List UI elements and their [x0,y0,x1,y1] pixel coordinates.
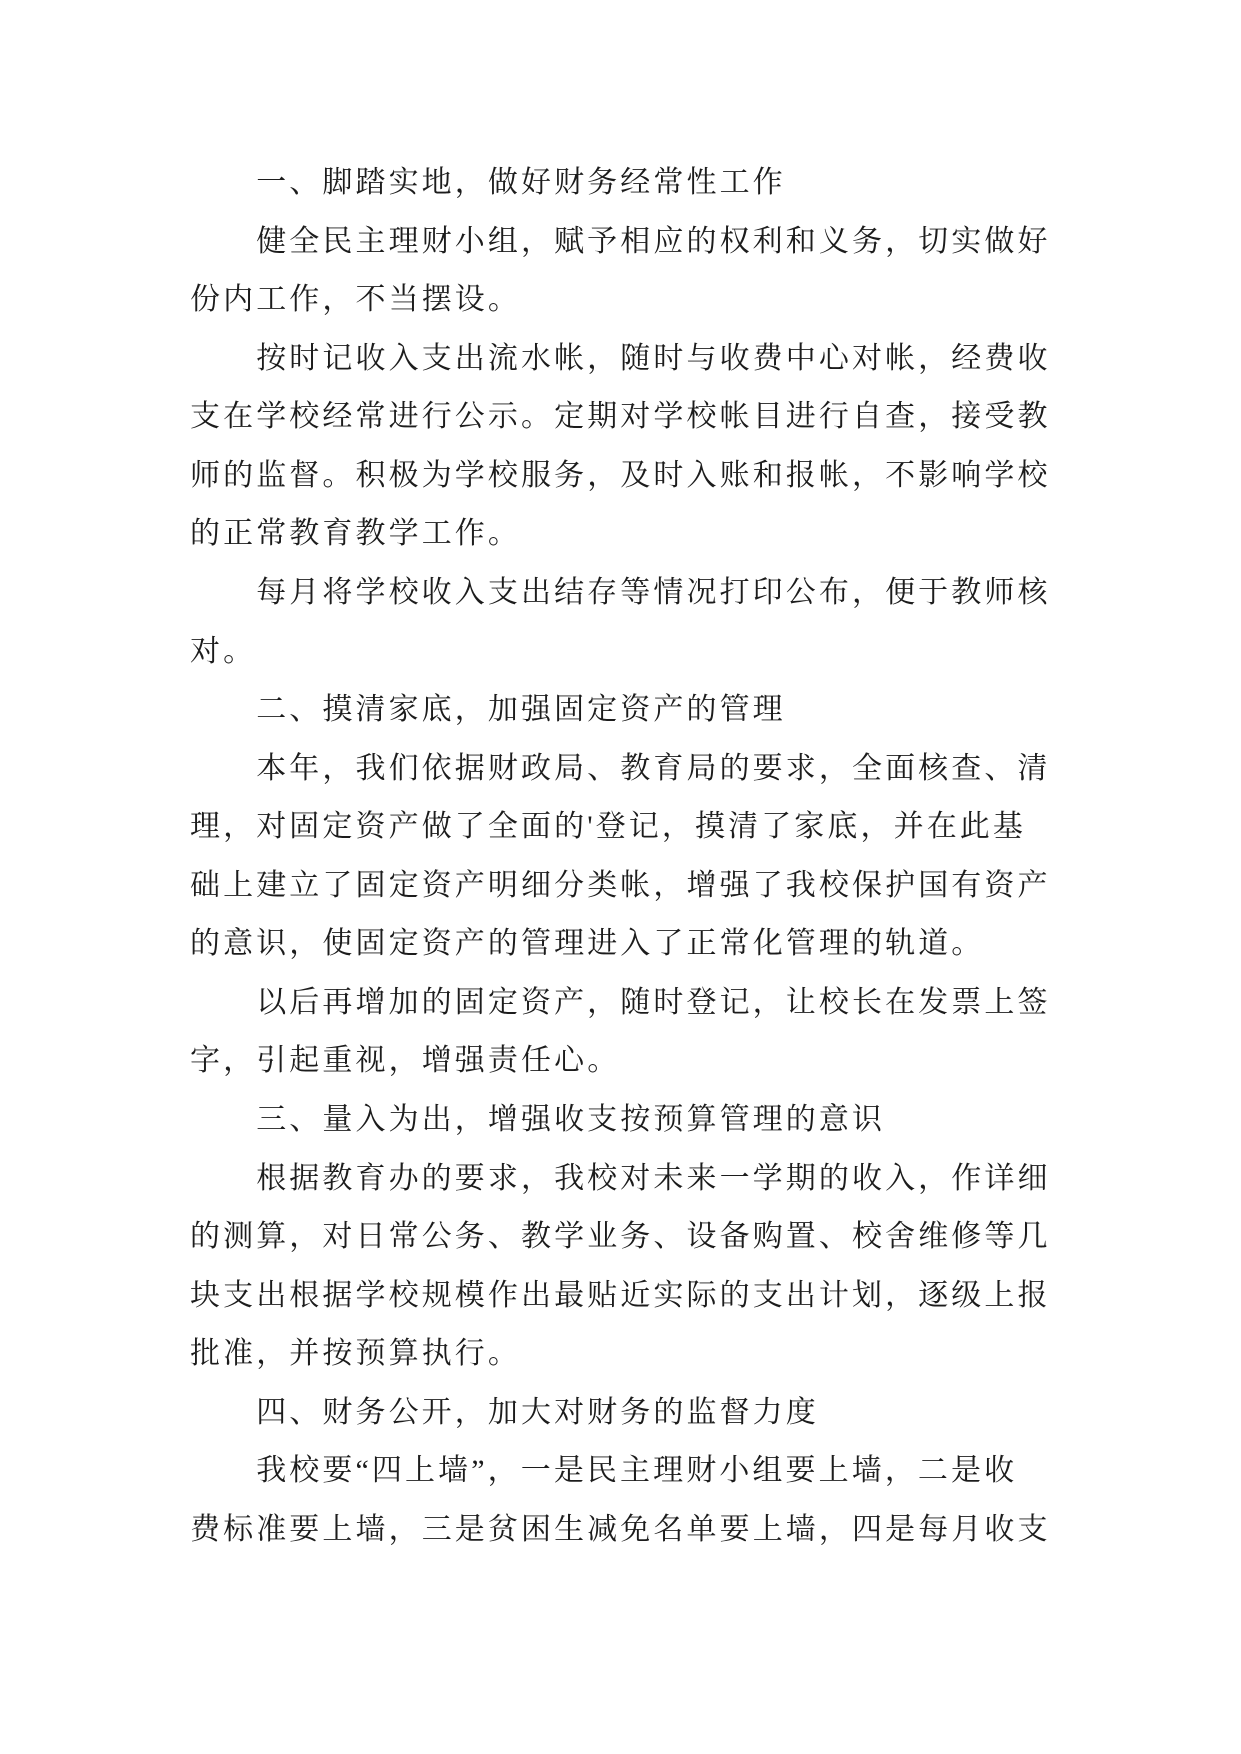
text-line: 字，引起重视，增强责任心。 [190,1044,621,1078]
text-line: 的测算，对日常公务、教学业务、设备购置、校舍维修等几 [190,1220,1051,1254]
text-line: 我校要“四上墙”，一是民主理财小组要上墙，二是收 [256,1454,1018,1488]
section [190,1091,1090,1384]
text-line: 块支出根据学校规模作出最贴近实际的支出计划，逐级上报 [190,1278,1051,1312]
paragraph [190,740,1090,974]
text-line: 每月将学校收入支出结存等情况打印公布，便于教师核 [256,575,1051,609]
paragraph [190,1150,1090,1384]
section [190,154,1090,681]
text-line: 以后再增加的固定资产，随时登记，让校长在发票上签 [256,985,1051,1019]
text-line: 理，对固定资产做了全面的'登记，摸清了家底，并在此基 [190,810,1027,844]
text-line: 根据教育办的要求，我校对未来一学期的收入，作详细 [256,1161,1051,1195]
paragraph [190,213,1090,330]
text-line: 批准，并按预算执行。 [190,1337,521,1371]
text-line: 健全民主理财小组，赋予相应的权利和义务，切实做好 [256,224,1051,258]
section-heading: 一、脚踏实地，做好财务经常性工作 [256,166,786,199]
paragraph [190,1442,1090,1559]
text-line: 师的监督。积极为学校服务，及时入账和报帐，不影响学校 [190,458,1051,492]
text-line: 的正常教育教学工作。 [190,517,521,551]
text-line: 费标准要上墙，三是贫困生减免名单要上墙，四是每月收支 [190,1512,1051,1546]
paragraph [190,974,1090,1091]
section-heading: 二、摸清家底，加强固定资产的管理 [256,693,786,727]
paragraph [190,564,1090,681]
text-line: 按时记收入支出流水帐，随时与收费中心对帐，经费收 [256,341,1051,375]
section [190,1384,1090,1560]
section [190,681,1090,1091]
paragraph [190,330,1090,564]
text-line: 支在学校经常进行公示。定期对学校帐目进行自查，接受教 [190,400,1051,434]
text-line: 的意识，使固定资产的管理进入了正常化管理的轨道。 [190,927,985,961]
section-heading: 四、财务公开，加大对财务的监督力度 [256,1395,819,1429]
text-line: 本年，我们依据财政局、教育局的要求，全面核查、清 [256,751,1051,785]
text-line: 份内工作，不当摆设。 [190,283,521,317]
section-heading: 三、量入为出，增强收支按预算管理的意识 [256,1103,886,1136]
text-line: 础上建立了固定资产明细分类帐，增强了我校保护国有资产 [190,868,1051,902]
document-body [190,154,1090,1560]
text-line: 对。 [190,634,257,668]
